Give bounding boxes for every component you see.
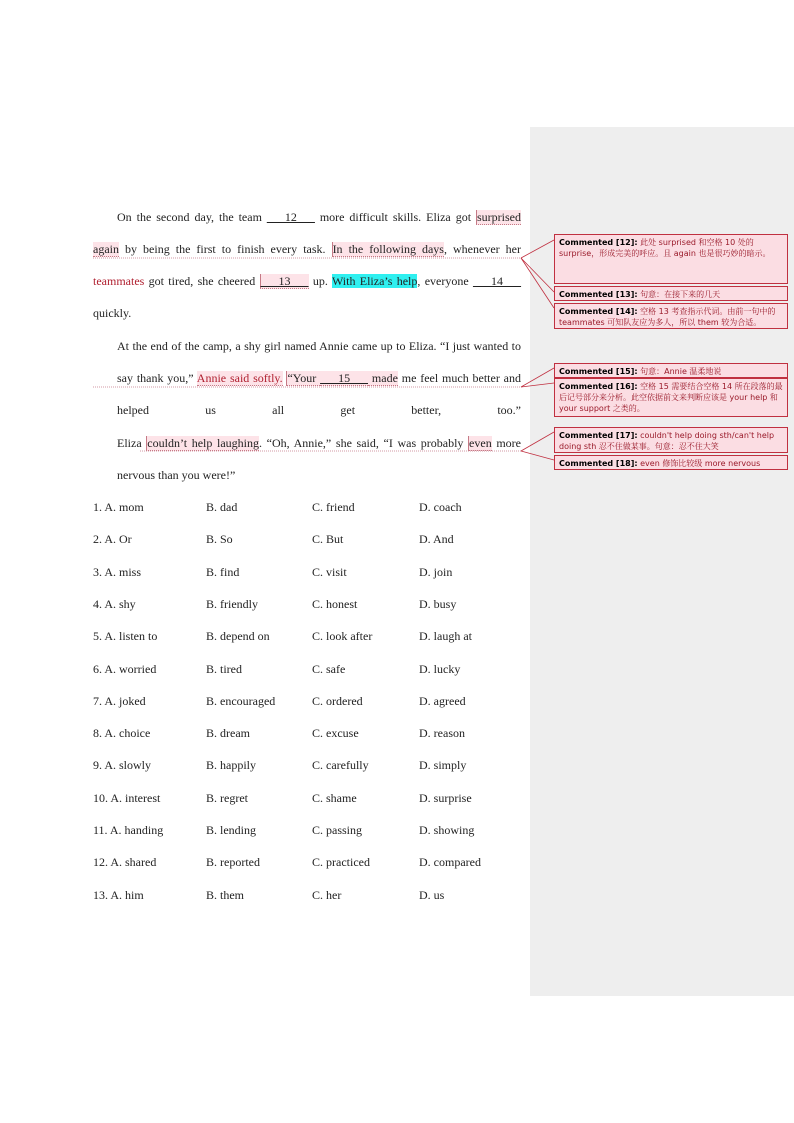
question-3-option-a: 3. A. miss	[93, 564, 142, 579]
highlight-even[interactable]: even	[469, 436, 492, 450]
question-3-option-b: B. find	[206, 564, 240, 579]
blank-12[interactable]: ___12___	[266, 210, 315, 224]
question-12-option-a: 12. A. shared	[93, 855, 157, 870]
comment-body: 句意：Annie 温柔地说	[637, 367, 722, 376]
highlight-made[interactable]: made	[368, 371, 398, 385]
question-3-option-d: D. join	[419, 564, 453, 579]
text: Eliza	[117, 436, 147, 450]
question-11-option-b: B. lending	[206, 823, 256, 837]
comment-head: Commented [18]:	[559, 459, 638, 468]
text: , everyone	[417, 274, 474, 288]
text: , whenever her	[443, 242, 521, 256]
question-6-option-d: D. lucky	[419, 661, 461, 676]
comment-head: Commented [13]:	[559, 290, 638, 299]
text: . “Oh, Annie,” she said, “I was probably	[259, 436, 469, 450]
highlight-surprised[interactable]: surprised	[477, 210, 521, 224]
blank-13[interactable]: ___13___	[260, 274, 309, 288]
question-7-option-d: D. agreed	[419, 693, 466, 708]
text: more difficult skills. Eliza got	[314, 210, 476, 224]
question-10-option-a: 10. A. interest	[93, 790, 161, 805]
question-10-option-c: C. shame	[312, 790, 357, 805]
question-2-option-b: B. So	[206, 532, 233, 547]
highlight-your[interactable]: “Your	[287, 371, 321, 385]
comment-15[interactable]	[554, 363, 788, 378]
question-11-option-a: 11. A. handing	[93, 823, 164, 837]
comment-14[interactable]	[554, 303, 788, 329]
text: At the end of the camp, a shy girl named Annie came up to Eliza. “I just wanted to say thank you,”	[117, 339, 521, 385]
comment-head: Commented [17]:	[559, 431, 638, 440]
highlight-following-days[interactable]: In the following days	[332, 242, 444, 256]
comment-body: couldn't help doing sth/can't help doing sth 忍不住做某事。句意：忍不住大笑	[559, 431, 775, 451]
question-9-option-d: D. simply	[419, 758, 467, 773]
question-3-option-c: C. visit	[312, 564, 347, 579]
question-10-option-d: D. surprise	[419, 790, 472, 805]
question-4-option-b: B. friendly	[206, 596, 258, 611]
text: On the second day, the team	[117, 210, 267, 224]
question-5-option-a: 5. A. listen to	[93, 629, 158, 644]
text: got tired, she cheered	[144, 274, 260, 288]
comment-head: Commented [12]:	[559, 238, 638, 247]
question-4-option-c: C. honest	[312, 596, 358, 611]
question-8-option-d: D. reason	[419, 726, 465, 741]
text: more nervous than you were!”	[117, 436, 521, 482]
question-2-option-c: C. But	[312, 532, 344, 547]
question-5-option-c: C. look after	[312, 629, 373, 644]
question-13-option-a: 13. A. him	[93, 887, 144, 902]
question-6-option-b: B. tired	[206, 661, 242, 676]
question-9-option-a: 9. A. slowly	[93, 758, 152, 773]
question-13-option-b: B. them	[206, 887, 244, 902]
question-1-option-c: C. friend	[312, 500, 355, 514]
blank-15[interactable]: ___15___	[320, 371, 369, 385]
question-9-option-c: C. carefully	[312, 758, 369, 773]
question-10-option-b: B. regret	[206, 790, 248, 805]
paragraph-1	[93, 201, 521, 329]
question-5-option-d: D. laugh at	[419, 629, 472, 644]
comment-18[interactable]	[554, 455, 788, 470]
question-12-option-b: B. reported	[206, 855, 260, 870]
question-1-option-b: B. dad	[206, 500, 238, 514]
question-4-option-a: 4. A. shy	[93, 596, 136, 611]
question-11-option-d: D. showing	[419, 823, 475, 837]
question-7-option-a: 7. A. joked	[93, 693, 146, 708]
comment-head: Commented [16]:	[559, 382, 638, 391]
comment-body: 空格 13 考查指示代词。由前一句中的 teammates 可知队友应为多人，所以 them 较为合适。	[559, 307, 776, 327]
comment-head: Commented [14]:	[559, 307, 638, 316]
comment-13[interactable]	[554, 286, 788, 301]
blank-14[interactable]: ___14___	[473, 274, 522, 288]
question-1-option-a: 1. A. mom	[93, 500, 144, 514]
comment-body: 句意：在接下来的几天	[637, 290, 721, 299]
highlight-couldnt-help[interactable]: couldn’t help laughing	[147, 436, 259, 450]
question-8-option-a: 8. A. choice	[93, 726, 151, 741]
question-8-option-b: B. dream	[206, 726, 250, 741]
comment-12[interactable]	[554, 234, 788, 284]
highlight-eliza-help[interactable]: With Eliza’s help	[331, 274, 418, 288]
text: by being the first to finish every task.	[119, 242, 332, 256]
comment-body: 此处 surprised 和空格 10 处的 surprise，形成完美的呼应。且 again 也是很巧妙的暗示。	[559, 238, 771, 258]
question-1-option-d: D. coach	[419, 500, 462, 514]
comment-17[interactable]	[554, 427, 788, 453]
question-8-option-c: C. excuse	[312, 726, 359, 741]
comment-body: 空格 15 需要结合空格 14 所在段落的最后记号部分来分析。此空依据前文来判断应该是 your help 和 your support 之类的。	[559, 382, 783, 413]
highlight-annie-softly[interactable]: Annie said softly.	[196, 371, 283, 385]
question-13-option-d: D. us	[419, 887, 445, 902]
comment-16[interactable]	[554, 378, 788, 417]
paragraph-3	[93, 427, 521, 491]
red-teammates[interactable]: teammates	[93, 274, 145, 288]
question-6-option-c: C. safe	[312, 661, 346, 676]
question-4-option-d: D. busy	[419, 596, 457, 611]
question-5-option-b: B. depend on	[206, 629, 270, 644]
question-6-option-a: 6. A. worried	[93, 661, 157, 676]
question-12-option-c: C. practiced	[312, 855, 370, 870]
question-13-option-c: C. her	[312, 887, 342, 902]
text: quickly.	[93, 306, 132, 320]
highlight-again[interactable]: again	[93, 242, 119, 256]
paragraph-2	[93, 330, 521, 426]
question-2-option-d: D. And	[419, 532, 454, 547]
question-11-option-c: C. passing	[312, 823, 363, 837]
question-7-option-b: B. encouraged	[206, 693, 276, 708]
text: up.	[308, 274, 332, 288]
question-12-option-d: D. compared	[419, 855, 481, 870]
question-2-option-a: 2. A. Or	[93, 532, 132, 547]
question-9-option-b: B. happily	[206, 758, 256, 773]
text: me feel much better and helped us all get better, too.”	[117, 371, 521, 417]
comment-head: Commented [15]:	[559, 367, 638, 376]
question-7-option-c: C. ordered	[312, 693, 363, 708]
comment-body: even 修饰比较级 more nervous	[637, 459, 761, 468]
